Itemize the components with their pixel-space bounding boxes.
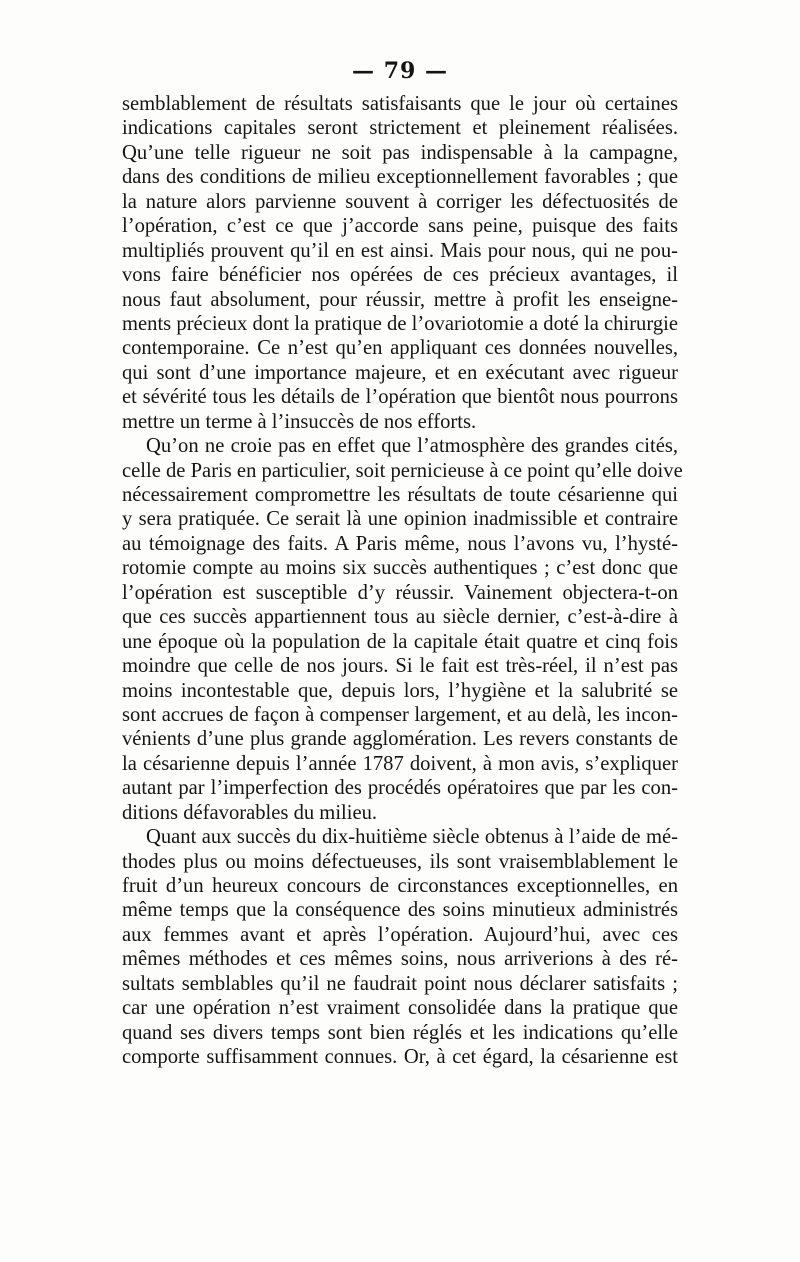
- text-line: multipliés prouvent qu’il en est ainsi. Mais pour nous, qui ne pou-: [122, 239, 678, 262]
- text-line: nécessairement compromettre les résultats de toute césarienne qui: [122, 484, 678, 506]
- text-line: quand ses divers temps sont bien réglés et les indications qu’elle: [122, 1021, 678, 1044]
- text-line: et sévérité tous les détails de l’opération que bientôt nous pourrons: [122, 386, 678, 409]
- text-line: moins incontestable que, depuis lors, l’hygiène et la salubrité se: [122, 679, 678, 702]
- text-line: contemporaine. Ce n’est qu’en appliquant ces données nouvelles,: [122, 337, 678, 360]
- text-line: que ces succès appartiennent tous au siècle dernier, c’est-à-dire à: [122, 606, 678, 629]
- text-line: indications capitales seront strictement et pleinement réalisées.: [122, 117, 678, 140]
- text-line: autant par l’imperfection des procédés opératoires que par les con-: [122, 777, 678, 800]
- text-line: car une opération n’est vraiment consolidée dans la pratique que: [122, 997, 678, 1020]
- text-line: sont accrues de façon à compenser largement, et au delà, les incon-: [122, 703, 678, 726]
- text-line: mettre un terme à l’insuccès de nos efforts.: [122, 410, 477, 433]
- text-line: ditions défavorables du milieu.: [122, 801, 378, 824]
- text-line: vons faire bénéficier nos opérées de ces précieux avantages, il: [122, 264, 678, 287]
- text-line: aux femmes avant et après l’opération. Aujourd’hui, avec ces: [122, 923, 678, 946]
- text-line: dans des conditions de milieu exceptionnellement favorables ; que: [122, 166, 678, 189]
- text-line: comporte suffisamment connues. Or, à cet égard, la césarienne est: [122, 1046, 678, 1069]
- page-number: — 79 —: [352, 58, 448, 84]
- body-text: [122, 92, 683, 1070]
- text-line: Quant aux succès du dix-huitième siècle obtenus à l’aide de mé-: [146, 826, 678, 849]
- text-line: thodes plus ou moins défectueuses, ils sont vraisemblablement le: [122, 850, 678, 873]
- text-line: la nature alors parvienne souvent à corriger les défectuosités de: [122, 190, 678, 213]
- text-line: qui sont d’une importance majeure, et en exécutant avec rigueur: [122, 361, 678, 384]
- text-line: fruit d’un heureux concours de circonstances exceptionnelles, en: [122, 875, 678, 897]
- text-line: sultats semblables qu’il ne faudrait point nous déclarer satisfaits ;: [122, 972, 678, 995]
- text-line: semblablement de résultats satisfaisants que le jour où certaines: [122, 93, 678, 115]
- text-line: la césarienne depuis l’année 1787 doivent, à mon avis, s’expliquer: [122, 752, 678, 775]
- text-line: au témoignage des faits. A Paris même, nous l’avons vu, l’hysté-: [122, 532, 678, 555]
- text-line: y sera pratiquée. Ce serait là une opinion inadmissible et contraire: [122, 508, 678, 531]
- text-line: celle de Paris en particulier, soit pernicieuse à ce point qu’elle doive: [122, 459, 683, 482]
- text-line: Qu’on ne croie pas en effet que l’atmosphère des grandes cités,: [146, 435, 678, 458]
- text-line: rotomie compte au moins six succès authentiques ; c’est donc que: [122, 557, 678, 580]
- text-line: même temps que la conséquence des soins minutieux administrés: [122, 899, 678, 922]
- text-line: moindre que celle de nos jours. Si le fait est très-réel, il n’est pas: [122, 655, 678, 678]
- text-line: mêmes méthodes et ces mêmes soins, nous arriverions à des ré-: [122, 948, 678, 971]
- paragraph-3: [122, 825, 678, 1069]
- text-line: ments précieux dont la pratique de l’ovariotomie a doté la chirurgie: [122, 312, 678, 335]
- text-line: une époque où la population de la capitale était quatre et cinq fois: [122, 630, 678, 653]
- text-line: l’opération est susceptible d’y réussir. Vainement objectera-t-on: [122, 581, 678, 604]
- paragraph-1: [122, 92, 678, 434]
- text-line: Qu’une telle rigueur ne soit pas indispensable à la campagne,: [122, 141, 678, 164]
- text-line: vénients d’une plus grande agglomération. Les revers constants de: [122, 728, 678, 751]
- text-line: l’opération, c’est ce que j’accorde sans peine, puisque des faits: [122, 215, 678, 238]
- text-line: nous faut absolument, pour réussir, mettre à profit les enseigne-: [122, 288, 678, 311]
- paragraph-2: [122, 434, 683, 825]
